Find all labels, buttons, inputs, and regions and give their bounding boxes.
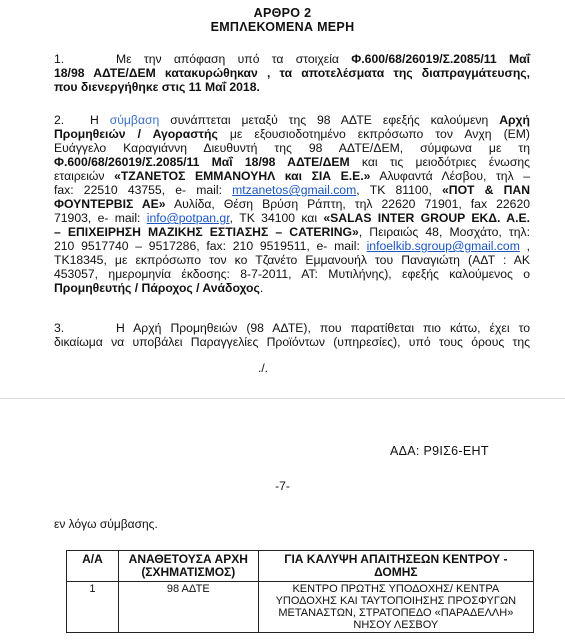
company-1-name: «ΤΖΑΝΕΤΟΣ ΕΜΜΑΝΟΥΗΛ και ΣΙΑ Ε.Ε.»: [114, 169, 371, 183]
article-heading: ΑΡΘΡΟ 2: [253, 6, 312, 20]
continuation-mark: ./.: [258, 361, 269, 375]
paragraph-2: 2. Η σύμβαση συνάπτεται μεταξύ της 98 ΑΔΤΕ εφεξής καλούμενη Αρχή Προμηθειών / Αγοραστής με εξουσιοδοτημένο εκπρόσωπο τον Ανχη (ΕΜ) Ευάγγελο Καραγιάννη Διευθυντή της 98 ΑΔΤΕ/ΔΕΜ, σύμφωνα με τη Φ.600/68/26019/Σ.2085/11 Μαΐ 18/98 ΑΔΤΕ/ΔΕΜ και τις μειοδότριες ένωσης εταιρειών «ΤΖΑΝΕΤΟΣ ΕΜΜΑΝΟΥΗΛ και ΣΙΑ Ε.Ε.» Αλυφαντά Λέσβου, τηλ – fax: 22510 43755, e- mail: mtzanetos@gmail.com, ΤΚ 81100, «ΠΟΤ & ΠΑΝ ΦΟΥΝΤΕΡΒΙΣ ΑΕ» Αυλίδα, Θέση Βρύση Ράπτη, τηλ 22620 71901, fax 22620 71903, e- mail: info@potpan.gr, ΤΚ 34100 και «SALAS INTER GROUP ΕΚΔ. Α.Ε. – ΕΠΙΧΕΙΡΗΣΗ ΜΑΖΙΚΗΣ ΕΣΤΙΑΣΗΣ – CATERING», Πειραιώς 48, Μοσχάτο, τηλ: 210 9517740 – 9517286, fax: 210 9519511, e- mail: infoelkib.sgroup@gmail.com , ΤΚ18345, με εκπρόσωπο τον κο Τζανέτο Εμμανουήλ του Παναγιώτη (ΑΔΤ : ΑΚ 453057, ημερομηνία έκδοσης: 8-7-2011, ΑΤ: Μυτιλήνης), εφεξής καλούμενος ο Προμηθευτής / Πάροχος / Ανάδοχος.: [54, 113, 531, 295]
col-header-aa: Α/Α: [67, 551, 119, 582]
contractor-role: Προμηθευτής / Πάροχος / Ανάδοχος: [54, 281, 260, 295]
email-link-salas[interactable]: infoelkib.sgroup@gmail.com: [366, 239, 520, 253]
email-link-mtzanetos[interactable]: mtzanetos@gmail.com: [232, 183, 357, 197]
para-1-line-3: που διενεργήθηκε στις 11 Μαΐ 2018.: [54, 80, 260, 94]
authorities-table: [66, 550, 534, 633]
page-break: [0, 398, 565, 418]
para-1-text-a: Με την απόφαση υπό τα στοιχεία: [116, 52, 352, 66]
col-header-center: ΓΙΑ ΚΑΛΥΨΗ ΑΠΑΙΤΗΣΕΩΝ ΚΕΝΤΡΟΥ - ΔΟΜΗΣ: [258, 551, 533, 582]
col-header-authority: ΑΝΑΘΕΤΟΥΣΑ ΑΡΧΗ (ΣΧΗΜΑΤΙΣΜΟΣ): [118, 551, 258, 582]
table-header-row: [67, 551, 534, 582]
paragraph-3: 3. Η Αρχή Προμηθειών (98 ΑΔΤΕ), που παρατίθεται πιο κάτω, έχει το δικαίωμα να υποβάλει Παραγγελίες Προϊόντων (υπηρεσίες), υπό τους όρους της: [54, 321, 530, 349]
cell-center: ΚΕΝΤΡΟ ΠΡΩΤΗΣ ΥΠΟΔΟΧΗΣ/ ΚΕΝΤΡΑ ΥΠΟΔΟΧΗΣ ΚΑΙ ΤΑΥΤΟΠΟΙΗΣΗΣ ΠΡΟΣΦΥΓΩΝ ΜΕΤΑΝΑΣΤΩΝ, ΣΤΡΑΤΟΠΕΔΟ «ΠΑΡΑΔΕΛΛΗ» ΝΗΣΟΥ ΛΕΣΒΟΥ: [258, 582, 533, 633]
contract-link[interactable]: σύμβαση: [109, 113, 160, 127]
para-1-number: 1.: [54, 52, 65, 66]
table-row: [67, 582, 534, 633]
para-3-number: 3.: [54, 321, 65, 335]
paragraph-1: [54, 52, 530, 94]
page-number: -7-: [275, 479, 290, 493]
ada-code: ΑΔΑ: Ρ9ΙΣ6-ΕΗΤ: [390, 444, 489, 458]
cell-authority: 98 ΑΔΤΕ: [118, 582, 258, 633]
email-link-potpan[interactable]: info@potpan.gr: [146, 211, 230, 225]
lead-text: εν λόγω σύμβασης.: [54, 517, 158, 531]
cell-aa: 1: [67, 582, 119, 633]
para-1-decision-ref: Φ.600/68/26019/Σ.2085/11 Μαΐ: [351, 52, 531, 66]
company-2-name: ΦΟΥΝΤΕΡΒΙΣ ΑΕ»: [54, 197, 166, 211]
company-3-name: – ΕΠΙΧΕΙΡΗΣΗ ΜΑΖΙΚΗΣ ΕΣΤΙΑΣΗΣ – CATERING»: [54, 225, 359, 239]
para-1-line-2: 18/98 ΑΔΤΕ/ΔΕΜ κατακυρώθηκαν , τα αποτελέσματα της διαπραγμάτευσης,: [54, 66, 530, 80]
para-2-number: 2.: [54, 113, 65, 127]
article-subheading: ΕΜΠΛΕΚΟΜΕΝΑ ΜΕΡΗ: [210, 20, 355, 34]
